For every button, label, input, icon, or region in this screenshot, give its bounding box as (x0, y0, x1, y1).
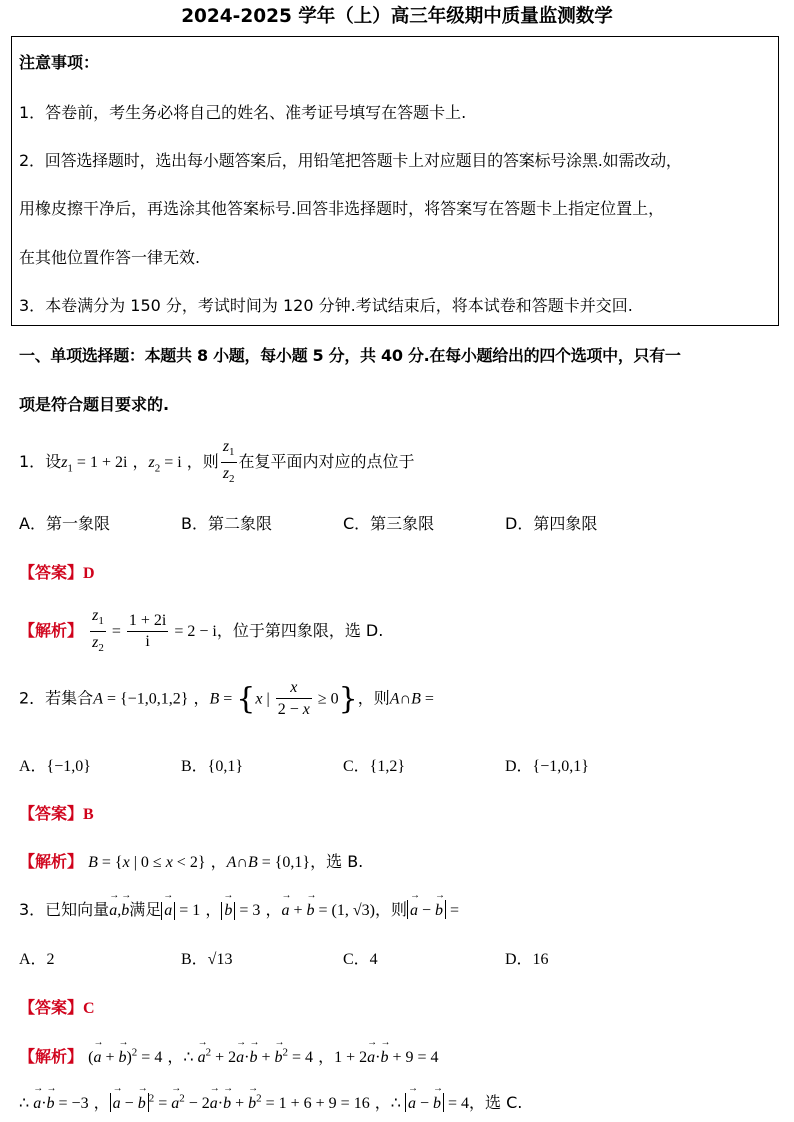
q1-option-c: C．第三象限 (343, 514, 435, 533)
q2-suffix: ，则 (357, 688, 390, 708)
notice-line-5: 3．本卷满分为 150 分，考试时间为 120 分钟.考试结束后，将本试卷和答题卡并交回. (19, 296, 633, 315)
q3-answer-value: C (83, 1000, 95, 1017)
q2-option-d: D．{−1,0,1} (505, 758, 589, 775)
q1-option-a: A．第一象限 (19, 514, 110, 533)
notice-box (11, 36, 779, 326)
q2-option-b: B．{0,1} (181, 758, 244, 775)
question-2-stem: 2．若集合A = {−1,0,1,2} ，B = {x | $\frac{x}{2 - x}$ ≥ 0}，则A∩B = (19, 679, 434, 718)
q3-suffix: ，则 (374, 900, 407, 919)
q3-analysis-tail: ，选 C. (469, 1093, 523, 1112)
q3-analysis-label: 【解析】 (19, 1047, 84, 1066)
q1-analysis-label: 【解析】 (19, 621, 84, 641)
q2-prefix: 2．若集合 (19, 688, 94, 708)
page-title: 2024-2025 学年（上）高三年级期中质量监测数学 (181, 6, 613, 27)
q1-analysis: 【解析】 $\frac{z_1}{z_2}$ = $\frac{1 + 2i}{i}$ = 2 − i，位于第四象限，选 D. (19, 607, 384, 655)
q2-analysis-tail: ，选 B. (310, 852, 364, 871)
q2-analysis: 【解析】 B = {x | 0 ≤ x < 2} ，A∩B = {0,1}，选 B. (19, 852, 364, 871)
q1-analysis-tail: ，位于第四象限，选 D. (216, 621, 384, 641)
notice-line-1: 1．答卷前，考生务必将自己的姓名、准考证号填写在答题卡上. (19, 103, 467, 122)
q3-answer (19, 995, 95, 1018)
section-heading-line-2: 项是符合题目要求的. (19, 395, 170, 414)
q1-option-d: D．第四象限 (505, 514, 598, 533)
q1-prefix: 1．设 (19, 452, 62, 472)
question-3-stem: 3．已知向量→ a,→ b满足→ a = 1 ，→ b = 3 ，→ a + → b = (1, √3)，则→ a − → b = (19, 897, 459, 920)
q1-option-b: B．第二象限 (181, 514, 272, 533)
q1-answer-value: D (83, 565, 95, 582)
q3-option-d: D．16 (505, 951, 549, 968)
q2-option-c: C．{1,2} (343, 758, 406, 775)
q2-analysis-label: 【解析】 (19, 852, 84, 871)
notice-line-4: 在其他位置作答一律无效. (19, 248, 201, 267)
q2-answer-value: B (83, 806, 94, 823)
q3-prefix: 3．已知向量 (19, 900, 110, 919)
q3-option-a: A．2 (19, 951, 55, 968)
q3-answer-label: 【答案】 (19, 998, 84, 1017)
q2-answer-label: 【答案】 (19, 804, 84, 823)
q3-mid: 满足 (129, 900, 162, 919)
q3-analysis-line-1: 【解析】 (→ a + → b)$^2$ = 4 ，∴ → $a^2 + 2\to a\cdot\to b$ + → $b^2 = 4$ ，1 + 2→ a·→ b + 9 = 4 (19, 1044, 439, 1067)
q2-option-a: A．{−1,0} (19, 758, 91, 775)
section-heading-line-1: 一、单项选择题：本题共 8 小题，每小题 5 分，共 40 分.在每小题给出的四个选项中，只有一 (19, 346, 681, 365)
q3-option-c: C．4 (343, 951, 378, 968)
q1-answer (19, 560, 95, 583)
q1-answer-label: 【答案】 (19, 563, 84, 582)
question-1-stem: 1．设$z_1 = 1 + 2i$ ，$z_2 = i$ ，则 $\frac{z_1}{z_2}$ 在复平面内对应的点位于 (19, 438, 415, 486)
q2-answer (19, 801, 94, 824)
q3-analysis-line-2: ∴ → a·→ b = −3 ，→ a − → b $^2$ = → $a^2 - 2\to a\cdot\to b$ + → $b^2 = 1 + 6 + 9 = 16$ ，∴ → a − → b = 4，选 C. (19, 1090, 522, 1113)
notice-line-2: 2．回答选择题时，选出每小题答案后，用铅笔把答题卡上对应题目的答案标号涂黑.如需改动， (19, 151, 682, 170)
notice-line-3: 用橡皮擦干净后，再选涂其他答案标号.回答非选择题时，将答案写在答题卡上指定位置上， (19, 199, 665, 218)
q1-suffix: 在复平面内对应的点位于 (238, 452, 415, 472)
q3-option-b: B．√13 (181, 951, 233, 968)
notice-heading: 注意事项： (19, 53, 100, 72)
